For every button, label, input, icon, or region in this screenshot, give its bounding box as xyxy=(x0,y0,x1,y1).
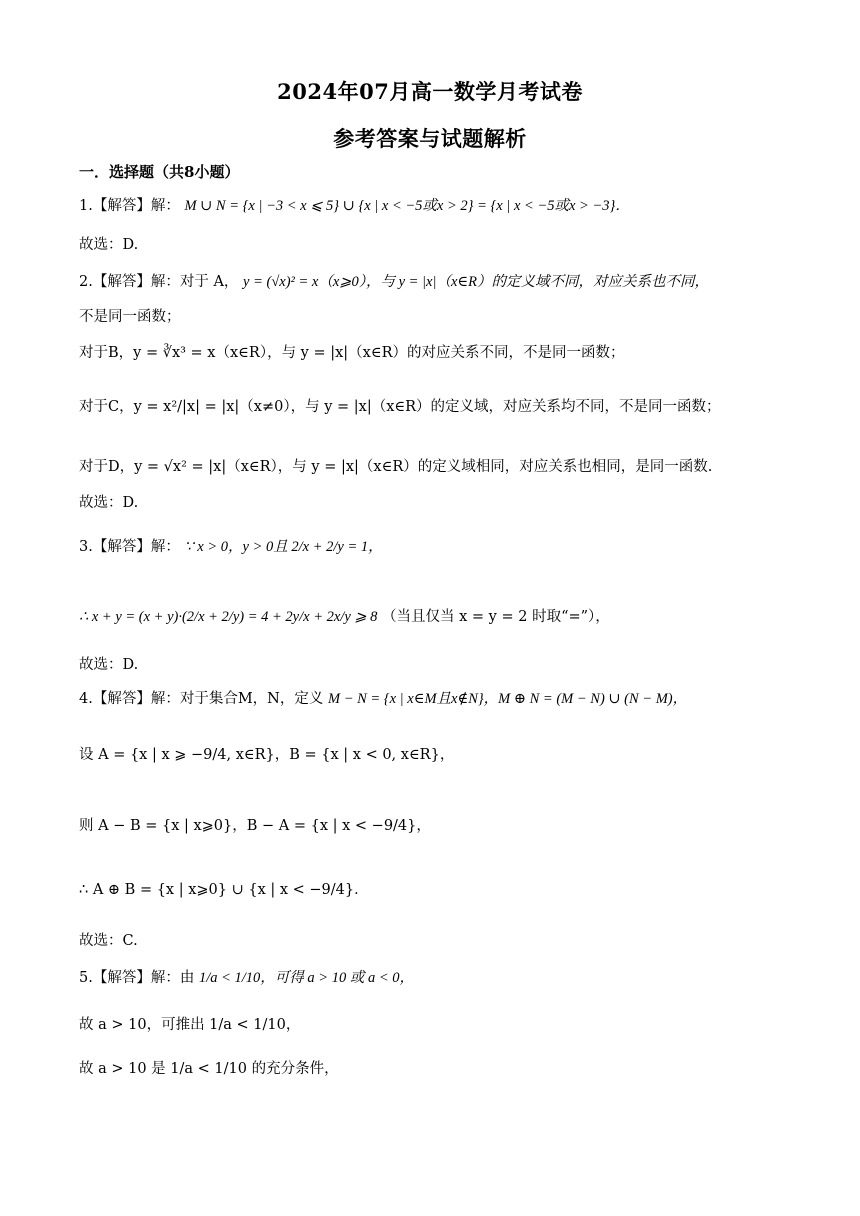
answer-3-derive: ∴ x + y = (x + y)·(2/x + 2/y) = 4 + 2y/x + 2x/y ⩾ 8 xyxy=(79,609,378,625)
answer-4-def: M − N = {x | x∈M且x∉N}，M ⊕ N = (M − N) ∪ (N − M)， xyxy=(327,691,688,707)
answer-2-line-c: 对于C，y = x²/|x| = |x|（x≠0），与 y = |x|（x∈R）的定义域，对应关系均不同，不是同一函数； xyxy=(79,399,721,415)
answer-4-set-line: 设 A = {x | x ⩾ −9/4, x∈R}，B = {x | x < 0, x∈R}， xyxy=(79,747,455,763)
answer-2-line-a xyxy=(79,270,709,291)
answer-5-prefix: 5.【解答】解：由 xyxy=(79,970,195,986)
answer-3-note: （当且仅当 x = y = 2 时取“=”）， xyxy=(382,609,610,625)
answer-2-choice: 故选：D. xyxy=(79,495,139,511)
answer-2-a-cont: 不是同一函数； xyxy=(79,309,181,325)
answer-3-given: ∵ x > 0，y > 0且 2/x + 2/y = 1， xyxy=(184,539,383,555)
answer-2-a-expr: y = (√x)² = x（x⩾0），与 y = |x|（x∈R）的定义域不同，对应关系也不同， xyxy=(243,274,709,290)
answer-4-prefix: 4.【解答】解：对于集合M，N，定义 xyxy=(79,691,324,707)
answer-3-line-derive xyxy=(79,605,610,626)
answer-5-line-3: 故 a > 10 是 1/a < 1/10 的充分条件， xyxy=(79,1061,339,1077)
answer-5-line-1 xyxy=(79,966,414,987)
answer-3-choice: 故选：D. xyxy=(79,657,139,673)
page-title: 2024年07月高一数学月考试卷 xyxy=(277,79,583,104)
answer-3-line-given xyxy=(79,535,383,556)
answer-2-prefix: 2.【解答】解：对于 A， xyxy=(79,274,239,290)
answer-5-l1: 1/a < 1/10，可得 a > 10 或 a < 0， xyxy=(198,970,414,986)
answer-4-then-line: 则 A − B = {x | x⩾0}，B − A = {x | x < −9/4}， xyxy=(79,818,431,834)
answer-4-line-def xyxy=(79,687,687,708)
page-subtitle: 参考答案与试题解析 xyxy=(333,126,527,151)
answer-4-choice: 故选：C. xyxy=(79,933,138,949)
answer-1-line xyxy=(79,194,630,215)
answer-4-result-line: ∴ A ⊕ B = {x | x⩾0} ∪ {x | x < −9/4}． xyxy=(79,882,369,898)
answer-1-expr: M ∪ N = {x | −3 < x ⩽ 5} ∪ {x | x < −5或x > 2} = {x | x < −5或x > −3}． xyxy=(184,198,630,214)
answer-5-line-2: 故 a > 10，可推出 1/a < 1/10， xyxy=(79,1017,301,1033)
answer-1-choice: 故选：D. xyxy=(79,237,139,253)
answer-2-line-d: 对于D，y = √x² = |x|（x∈R），与 y = |x|（x∈R）的定义域相同，对应关系也相同，是同一函数. xyxy=(79,459,713,475)
section-heading: 一．选择题（共8小题） xyxy=(79,163,240,181)
answer-1-prefix: 1.【解答】解： xyxy=(79,198,180,214)
answer-3-prefix: 3.【解答】解： xyxy=(79,539,180,555)
answer-2-line-b: 对于B，y = ∛x³ = x（x∈R），与 y = |x|（x∈R）的对应关系不同，不是同一函数； xyxy=(79,345,625,361)
